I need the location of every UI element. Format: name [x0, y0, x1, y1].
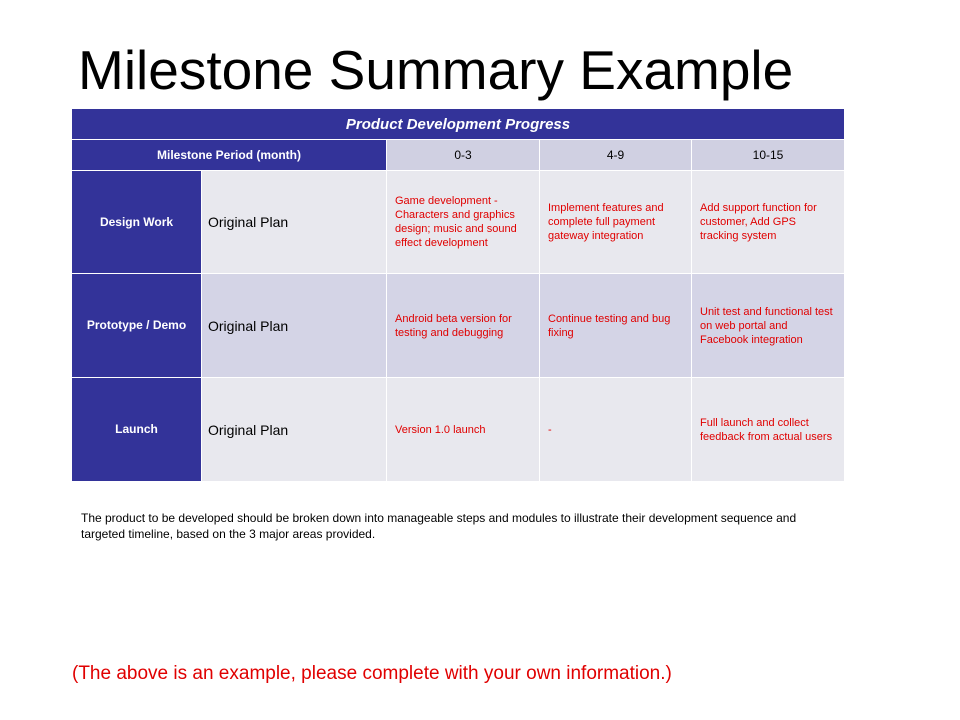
task-cell: Version 1.0 launch: [387, 378, 540, 482]
footer-instruction: (The above is an example, please complete with your own information.): [72, 663, 672, 684]
plan-cell: Original Plan: [202, 378, 387, 482]
row-label-prototype-demo: Prototype / Demo: [72, 274, 202, 378]
period-1: 4-9: [540, 140, 692, 171]
table-row-launch: [72, 378, 845, 482]
task-cell: Unit test and functional test on web portal and Facebook integration: [692, 274, 845, 378]
row-label-design-work: Design Work: [72, 171, 202, 274]
row-label-launch: Launch: [72, 378, 202, 482]
task-cell: Android beta version for testing and debugging: [387, 274, 540, 378]
table-header: Product Development Progress: [72, 109, 845, 140]
task-cell: Add support function for customer, Add GPS tracking system: [692, 171, 845, 274]
plan-cell: Original Plan: [202, 171, 387, 274]
plan-cell: Original Plan: [202, 274, 387, 378]
table-row-design-work: [72, 171, 845, 274]
task-cell: Full launch and collect feedback from actual users: [692, 378, 845, 482]
task-cell: Continue testing and bug fixing: [540, 274, 692, 378]
description-note: The product to be developed should be broken down into manageable steps and modules to illustrate their development sequence and targeted timeline, based on the 3 major areas provided.: [81, 511, 797, 541]
task-cell: Game development - Characters and graphics design; music and sound effect development: [387, 171, 540, 274]
task-cell: Implement features and complete full payment gateway integration: [540, 171, 692, 274]
period-0: 0-3: [387, 140, 540, 171]
milestone-period-label: Milestone Period (month): [72, 140, 387, 171]
task-cell: -: [540, 378, 692, 482]
milestone-table: [71, 108, 844, 481]
slide-title: Milestone Summary Example: [78, 39, 794, 101]
period-2: 10-15: [692, 140, 845, 171]
table-row-prototype-demo: [72, 274, 845, 378]
